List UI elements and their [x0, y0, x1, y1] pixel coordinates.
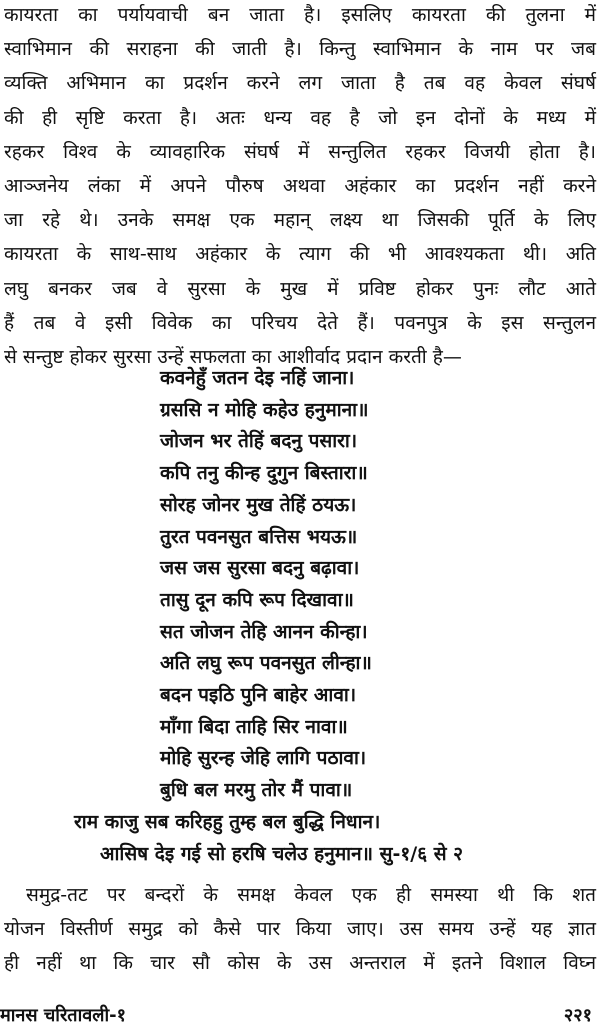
- prose-line: ही नहीं था कि चार सौ कोस के उस अन्तराल में इतने विशाल विघ्न: [4, 952, 596, 975]
- doha-line-2: [0, 839, 600, 871]
- doha-line-1: राम काजु सब करिहहु तुम्ह बल बुद्धि निधान।: [74, 810, 381, 833]
- page-number: २२१: [563, 1005, 592, 1026]
- prose-line: स्वाभिमान की सराहना की जाती है। किन्तु स्वाभिमान के नाम पर जब: [4, 38, 596, 61]
- chaupai-line: सत जोजन तेहि आनन कीन्हा।: [160, 620, 368, 643]
- prose-line: लघु बनकर जब वे सुरसा के मुख में प्रविष्ट होकर पुनः लौट आते: [4, 277, 596, 300]
- prose-paragraph-bottom: [4, 878, 596, 981]
- chaupai-line: माँगा बिदा ताहि सिर नावा॥: [160, 715, 348, 738]
- prose-line: से सन्तुष्ट होकर सुरसा उन्हें सफलता का आशीर्वाद प्रदान करती है—: [4, 346, 462, 369]
- prose-line: योजन विस्तीर्ण समुद्र को कैसे पार किया जाए। उस समय उन्हें यह ज्ञात: [4, 918, 596, 941]
- chaupai-line: कवनेहुँ जतन देइ नहिं जाना।: [160, 367, 355, 389]
- verse-block: [0, 363, 600, 870]
- chaupai-line: जस जस सुरसा बदनु बढ़ावा।: [160, 557, 360, 580]
- page-footer: [0, 1003, 600, 1033]
- chaupai-line: तासु दून कपि रूप दिखावा॥: [160, 588, 354, 611]
- chaupai-line: जोजन भर तेहिं बदनु पसारा।: [160, 430, 358, 453]
- chaupai-line: बुधि बल मरमु तोर मैं पावा॥: [160, 779, 353, 802]
- chaupai-line: ग्रससि न मोहि कहेउ हनुमाना॥: [160, 398, 369, 421]
- prose-line: व्यक्ति अभिमान का प्रदर्शन करने लग जाता है तब वह केवल संघर्ष: [4, 72, 596, 95]
- chaupai-line: बदन पइठि पुनि बाहेर आवा।: [160, 684, 357, 707]
- prose-line: की ही सृष्टि करता है। अतः धन्य वह है जो इन दोनों के मध्य में: [4, 106, 596, 129]
- prose-line: हैं तब वे इसी विवेक का परिचय देते हैं। पवनपुत्र के इस सन्तुलन: [4, 311, 596, 334]
- prose-paragraph-top: [4, 0, 596, 374]
- prose-line: कायरता का पर्यायवाची बन जाता है। इसलिए कायरता की तुलना में: [4, 4, 596, 26]
- prose-line: आञ्जनेय लंका में अपने पौरुष अथवा अहंकार का प्रदर्शन नहीं करने: [4, 175, 596, 198]
- chaupai-line: सोरह जोनर मुख तेहिं ठयऊ।: [160, 493, 357, 516]
- prose-line: जा रहे थे। उनके समक्ष एक महान् लक्ष्य था जिसकी पूर्ति के लिए: [4, 209, 596, 232]
- prose-line: समुद्र-तट पर बन्दरों के समक्ष केवल एक ही समस्या थी कि शत: [26, 884, 596, 906]
- doha-line-2-text: आसिष देइ गई सो हरषि चलेउ हनुमान॥: [100, 842, 374, 865]
- prose-line: रहकर विश्व के व्यावहारिक संघर्ष में सन्तुलित रहकर विजयी होता है।: [4, 140, 596, 163]
- prose-line: कायरता के साथ-साथ अहंकार के त्याग की भी आवश्यकता थी। अति: [4, 243, 596, 266]
- chaupai-line: मोहि सुरन्ह जेहि लागि पठावा।: [160, 747, 367, 770]
- book-title: मानस चरितावली-१: [0, 1005, 126, 1026]
- verse-reference: सु-१/६ से २: [379, 842, 464, 865]
- chaupai-line: कपि तनु कीन्ह दुगुन बिस्तारा॥: [160, 462, 368, 485]
- chaupai-line: अति लघु रूप पवनसुत लीन्हा॥: [160, 652, 372, 675]
- chaupai-line: तुरत पवनसुत बत्तिस भयऊ॥: [160, 525, 358, 548]
